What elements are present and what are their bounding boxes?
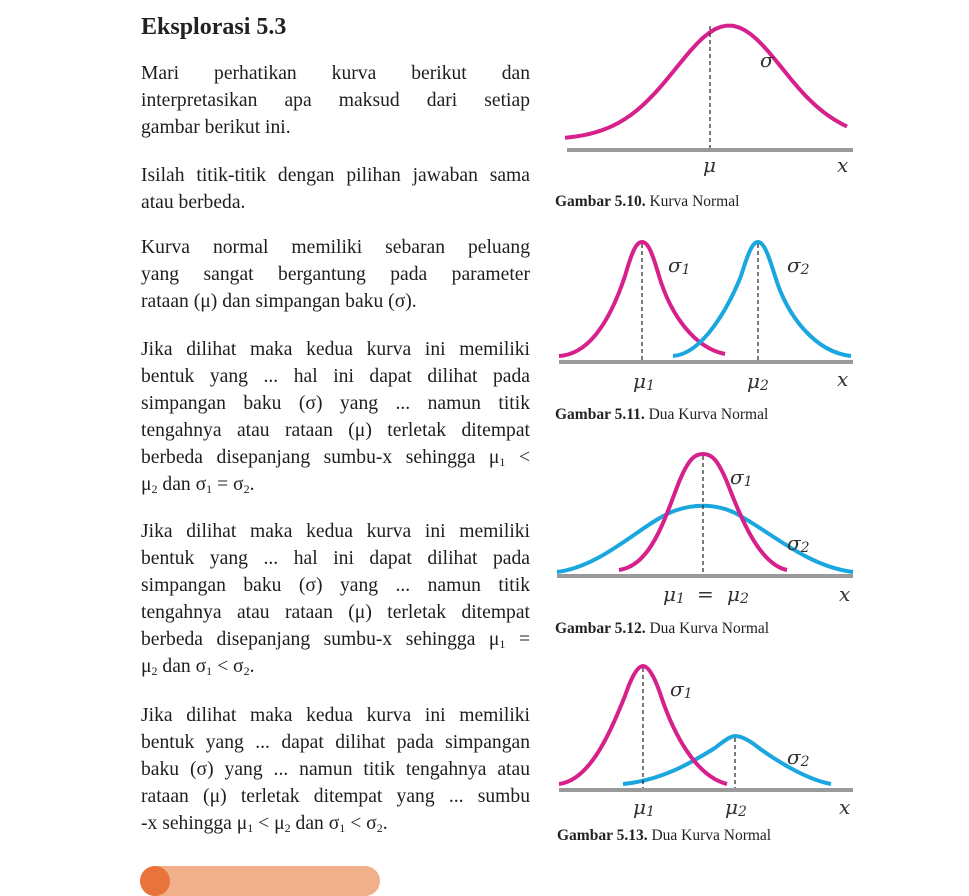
text-line: tengahnya atau rataan (μ) terletak ditempat (141, 602, 530, 623)
single-normal-curve-diagram (555, 20, 855, 182)
x-label: x (839, 795, 851, 819)
equals-sign: = (697, 582, 714, 606)
text-line: simpangan baku (σ) yang ... namun titik (141, 393, 530, 414)
text-line: Mari perhatikan kurva berikut dan (141, 63, 530, 84)
page-title: Eksplorasi 5.3 (141, 14, 287, 40)
text-line: gambar berikut ini. (141, 117, 291, 138)
text-line: rataan (μ) dan simpangan baku (σ). (141, 291, 417, 312)
text-line: $\mu_2$ dan $\sigma_1 < \sigma_2$. (141, 656, 255, 678)
two-curves-diff-mean-diff-sd-diagram (555, 660, 855, 825)
text-line: bentuk yang ... hal ini dapat dilihat pada (141, 548, 530, 569)
text-line: Isilah titik-titik dengan pilihan jawaban sama (141, 165, 530, 186)
intro-paragraph (141, 60, 530, 141)
two-curves-same-mean-diagram (555, 448, 855, 610)
text-line: rataan (μ) terletak ditempat yang ... sumbu (141, 786, 530, 807)
x-label: x (839, 582, 851, 606)
mu-2-label: μ2 (727, 582, 749, 607)
text-line: Jika dilihat maka kedua kurva ini memiliki (141, 339, 530, 360)
text-line: simpangan baku (σ) yang ... namun titik (141, 575, 530, 596)
sigma-1-label: σ1 (670, 677, 693, 702)
text-line: berbeda disepanjang sumbu-x sehingga $\mu_1$ = (141, 629, 530, 651)
sigma-2-label: σ2 (787, 745, 810, 770)
text-line: berbeda disepanjang sumbu-x sehingga $\mu_1$ < (141, 447, 530, 469)
curve-2 (673, 242, 851, 356)
curve-2-wide (557, 506, 853, 572)
text-line: atau berbeda. (141, 192, 246, 213)
bottom-decoration-circle (140, 866, 170, 896)
figure-5-13 (555, 660, 855, 825)
figure-5-10-caption: Gambar 5.10. Kurva Normal (555, 193, 740, 210)
figure-5-11 (555, 236, 855, 398)
two-curves-diff-mean-diagram (555, 236, 855, 398)
figure-5-13-caption: Gambar 5.13. Dua Kurva Normal (557, 827, 772, 844)
text-line: Jika dilihat maka kedua kurva ini memiliki (141, 521, 530, 542)
text-line: bentuk yang ... hal ini dapat dilihat pada (141, 366, 530, 387)
text-line: bentuk yang ... dapat dilihat pada simpangan (141, 732, 530, 753)
figure-5-11-caption: Gambar 5.11. Dua Kurva Normal (555, 406, 769, 423)
sigma-label: σ (760, 48, 774, 72)
sigma-1-label: σ1 (730, 465, 753, 490)
mu-1-label: μ1 (633, 795, 655, 820)
exploration-paragraph-2 (141, 518, 530, 680)
text-line: interpretasikan apa maksud dari setiap (141, 90, 530, 111)
text-line: yang sangat bergantung pada parameter (141, 264, 530, 285)
instruction-paragraph (141, 162, 530, 216)
bottom-decoration-bar (140, 866, 380, 896)
text-line: -x sehingga $\mu_1 < \mu_2$ dan $\sigma_1 < \sigma_2$. (141, 813, 388, 835)
exploration-paragraph-3 (141, 702, 530, 837)
text-line: Jika dilihat maka kedua kurva ini memiliki (141, 705, 530, 726)
normal-curve (565, 26, 847, 138)
mu-label: μ (703, 153, 716, 177)
normal-definition-paragraph (141, 234, 530, 315)
text-line: baku (σ) yang ... namun titik tengahnya atau (141, 759, 530, 780)
sigma-1-label: σ1 (668, 253, 691, 278)
figure-5-12-caption: Gambar 5.12. Dua Kurva Normal (555, 620, 770, 637)
mu-1-label: μ1 (663, 582, 685, 607)
sigma-2-label: σ2 (787, 253, 810, 278)
x-label: x (837, 153, 849, 177)
mu-1-label: μ1 (633, 369, 655, 394)
text-line: tengahnya atau rataan (μ) terletak ditempat (141, 420, 530, 441)
figure-5-12 (555, 448, 855, 610)
exploration-paragraph-1 (141, 336, 530, 498)
mu-2-label: μ2 (725, 795, 747, 820)
figure-5-10 (555, 20, 855, 182)
mu-2-label: μ2 (747, 369, 769, 394)
x-label: x (837, 367, 849, 391)
text-line: $\mu_2$ dan $\sigma_1 = \sigma_2$. (141, 474, 255, 496)
text-line: Kurva normal memiliki sebaran peluang (141, 237, 530, 258)
sigma-2-label: σ2 (787, 531, 810, 556)
